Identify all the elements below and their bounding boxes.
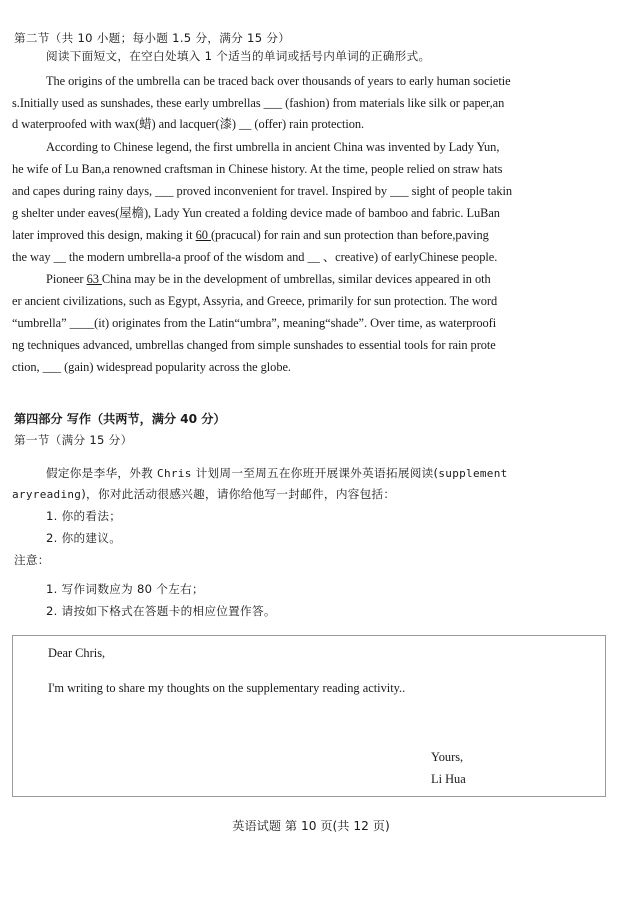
task-text: )，你对此活动很感兴趣，请你给他写一封邮件，内容包括：: [81, 487, 396, 501]
passage-p3-line1: [46, 272, 622, 287]
task-point-1: 1. 你的看法；: [46, 509, 122, 523]
blank-63: 63: [86, 272, 102, 286]
passage-p3-line5: ction, ___ (gain) widespread popularity across the globe.: [12, 360, 291, 374]
task-point-2: 2. 你的建议。: [46, 531, 122, 545]
task-text: supplement: [438, 467, 508, 480]
letter-signature: Li Hua: [431, 772, 466, 786]
passage-p1-line2: s.Initially used as sunshades, these early umbrellas ___ (fashion) from materials like silk or paper,an: [12, 96, 505, 110]
section2-heading: 第二节（共 10 小题；每小题 1.5 分，满分 15 分）: [14, 31, 291, 45]
section2-instruction: 阅读下面短文，在空白处填入 1 个适当的单词或括号内单词的正确形式。: [46, 49, 431, 63]
passage-p3-line2: er ancient civilizations, such as Egypt, Assyria, and Greece, primarily for sun protection. The word: [12, 294, 498, 308]
note-1: 1. 写作词数应为 80 个左右；: [46, 582, 204, 596]
part4-subheading: 第一节（满分 15 分）: [14, 433, 133, 447]
passage-p2-line6: the way __ the modern umbrella-a proof of the wisdom and __ 、creative) of earlyChinese people.: [12, 250, 498, 264]
answer-box: [12, 635, 606, 797]
task-line2: [12, 487, 612, 502]
page-footer: 英语试题 第 10 页(共 12 页): [232, 819, 390, 833]
part4-heading: 第四部分 写作（共两节，满分 40 分）: [14, 412, 226, 426]
passage-p2-line2: he wife of Lu Ban,a renowned craftsman in Chinese history. At the time, people relied on straw hats: [12, 162, 503, 176]
task-name: Chris: [157, 467, 192, 480]
passage-p2-line5: [12, 228, 612, 243]
passage-p1-line3: d waterproofed with wax(蜡) and lacquer(漆) __ (offer) rain protection.: [12, 117, 365, 131]
note-label: 注意：: [14, 553, 50, 567]
passage-text: later improved this design, making it: [12, 228, 196, 242]
passage-p3-line3: “umbrella” ____(it) originates from the Latin“umbra”, meaning“shade”. Over time, as waterproofi: [12, 316, 497, 330]
task-text: 假定你是李华，外教: [46, 466, 158, 480]
task-text: 计划周一至周五在你班开展课外英语拓展阅读(: [191, 466, 439, 480]
passage-text: (pracucal) for rain and sun protection than before,paving: [210, 228, 489, 242]
passage-p1-line1: The origins of the umbrella can be traced back over thousands of years to early human societie: [46, 74, 511, 88]
passage-text: China may be in the development of umbrellas, similar devices appeared in oth: [101, 272, 491, 286]
letter-closing: Yours,: [431, 750, 464, 764]
letter-opening: I'm writing to share my thoughts on the supplementary reading activity..: [48, 681, 406, 695]
passage-p2-line1: According to Chinese legend, the first umbrella in ancient China was invented by Lady Yun,: [46, 140, 500, 154]
note-2: 2. 请按如下格式在答题卡的相应位置作答。: [46, 604, 276, 618]
task-line1: [46, 466, 622, 481]
letter-greeting: Dear Chris,: [48, 646, 106, 660]
blank-60: 60: [195, 228, 211, 242]
passage-p2-line3: and capes during rainy days, ___ proved inconvenient for travel. Inspired by ___ sight of people takin: [12, 184, 513, 198]
passage-text: Pioneer: [46, 272, 87, 286]
passage-p2-line4: g shelter under eaves(屋檐), Lady Yun created a folding device made of bamboo and fabric. LuBan: [12, 206, 500, 220]
passage-p3-line4: ng techniques advanced, umbrellas changed from simple sunshades to essential tools for rain prote: [12, 338, 496, 352]
task-text: aryreading: [12, 488, 82, 501]
